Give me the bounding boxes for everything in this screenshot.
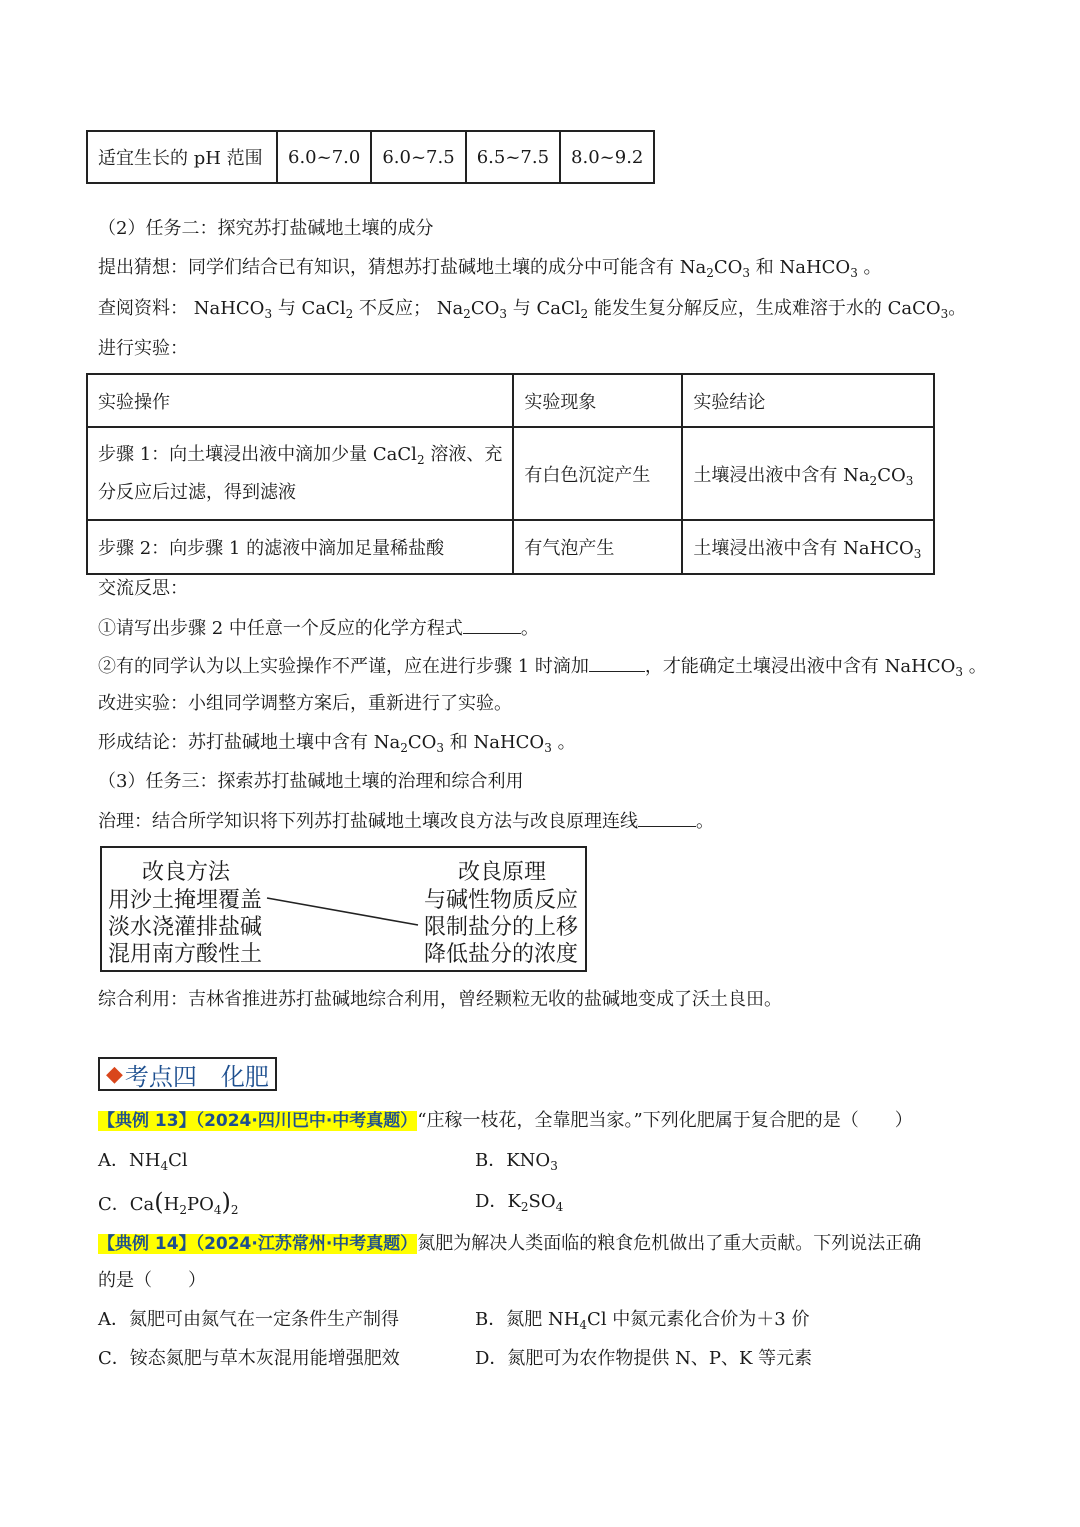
diagram-method: 淡水浇灌排盐碱	[108, 915, 263, 940]
hypothesis-line: 提出猜想：同学们结合已有知识，猜想苏打盐碱地土壤的成分中可能含有 $Na_2CO_3$ 和 NaHCO$_3$ 。	[98, 257, 882, 280]
task2-heading: （2）任务二：探究苏打盐碱地土壤的成分	[98, 218, 434, 239]
diamond-icon: ◆	[106, 1061, 123, 1087]
answer-blank[interactable]	[638, 808, 696, 827]
diagram-method: 混用南方酸性土	[108, 942, 263, 967]
table-header: 实验操作	[87, 374, 513, 427]
task3-heading: （3）任务三：探索苏打盐碱地土壤的治理和综合利用	[98, 771, 524, 792]
ph-value-cell: 6.5~7.5	[466, 131, 560, 183]
reflection-q1: ①请写出步骤 2 中任意一个反应的化学方程式 。	[98, 615, 539, 641]
match-line	[102, 848, 585, 970]
diagram-right-header: 改良原理	[458, 860, 547, 885]
ph-value-cell: 6.0~7.0	[277, 131, 371, 183]
improve-line: 改进实验：小组同学调整方案后，重新进行了实验。	[98, 693, 512, 714]
experiment-table	[86, 373, 935, 575]
conclusion-line: 形成结论：苏打盐碱地土壤中含有 $Na_2CO_3$ 和 NaHCO$_3$ 。	[98, 732, 576, 755]
example13-question: 【典例 13】（2024·四川巴中·中考真题）“庄稼一枝花，全靠肥当家。”下列化肥属于复合肥的是（ ）	[98, 1110, 913, 1131]
option-b[interactable]: B．氮肥 $NH_4Cl$ 中氮元素化合价为＋3 价	[475, 1309, 810, 1332]
table-cell: 土壤浸出液中含有 NaHCO$_3$	[682, 520, 934, 574]
table-header: 实验现象	[513, 374, 682, 427]
govern-line: 治理：结合所学知识将下列苏打盐碱地土壤改良方法与改良原理连线 。	[98, 808, 714, 834]
table-cell: 步骤 2：向步骤 1 的滤液中滴加足量稀盐酸	[87, 520, 513, 574]
ph-range-table	[86, 130, 655, 184]
option-d[interactable]: D．氮肥可为农作物提供 N、P、K 等元素	[475, 1348, 813, 1369]
option-c[interactable]: C．$Ca(H_2PO_4)_2$	[98, 1188, 239, 1217]
option-a[interactable]: A．氮肥可由氮气在一定条件生产制得	[98, 1309, 399, 1330]
diagram-principle: 与碱性物质反应	[424, 888, 579, 913]
answer-blank[interactable]	[463, 615, 521, 634]
diagram-method: 用沙土掩埋覆盖	[108, 888, 263, 913]
reflection-label: 交流反思：	[98, 578, 188, 599]
table-cell: 步骤 1：向土壤浸出液中滴加少量 CaCl$_2$ 溶液、充 分反应后过滤，得到滤液	[87, 427, 513, 520]
answer-blank[interactable]	[589, 653, 645, 672]
diagram-principle: 限制盐分的上移	[424, 915, 579, 940]
option-d[interactable]: D．$K_2SO_4$	[475, 1191, 564, 1214]
example-tag: 【典例 13】（2024·四川巴中·中考真题）	[98, 1111, 418, 1131]
option-a[interactable]: A．$NH_4Cl$	[98, 1150, 188, 1173]
ph-value-cell: 6.0~7.5	[371, 131, 465, 183]
ph-value-cell: 8.0~9.2	[560, 131, 654, 183]
option-b[interactable]: B．$KNO_3$	[475, 1150, 558, 1173]
example14-question-cont: 的是（ ）	[98, 1270, 206, 1291]
diagram-principle: 降低盐分的浓度	[424, 942, 579, 967]
diagram-left-header: 改良方法	[142, 860, 231, 885]
table-cell: 有白色沉淀产生	[513, 427, 682, 520]
table-cell: 有气泡产生	[513, 520, 682, 574]
reflection-q2: ②有的同学认为以上实验操作不严谨，应在进行步骤 1 时滴加 ，才能确定土壤浸出液中含有 NaHCO$_3$ 。	[98, 653, 987, 679]
example14-question: 【典例 14】（2024·江苏常州·中考真题）氮肥为解决人类面临的粮食危机做出了重大贡献。下列说法正确	[98, 1233, 922, 1254]
section-title: ◆ 考点四 化肥	[98, 1057, 277, 1091]
reference-line: 查阅资料： NaHCO$_3$ 与 CaCl$_2$ 不反应； $Na_2CO_3$ 与 CaCl$_2$ 能发生复分解反应，生成难溶于水的 CaCO$_3$。	[98, 298, 967, 321]
matching-diagram	[100, 846, 587, 972]
table-header: 实验结论	[682, 374, 934, 427]
table-cell: 土壤浸出液中含有 $Na_2CO_3$	[682, 427, 934, 520]
ph-range-label: 适宜生长的 pH 范围	[87, 131, 277, 183]
experiment-label: 进行实验：	[98, 338, 188, 359]
usage-line: 综合利用：吉林省推进苏打盐碱地综合利用，曾经颗粒无收的盐碱地变成了沃土良田。	[98, 989, 782, 1010]
option-c[interactable]: C．铵态氮肥与草木灰混用能增强肥效	[98, 1348, 400, 1369]
example-tag: 【典例 14】（2024·江苏常州·中考真题）	[98, 1234, 418, 1254]
